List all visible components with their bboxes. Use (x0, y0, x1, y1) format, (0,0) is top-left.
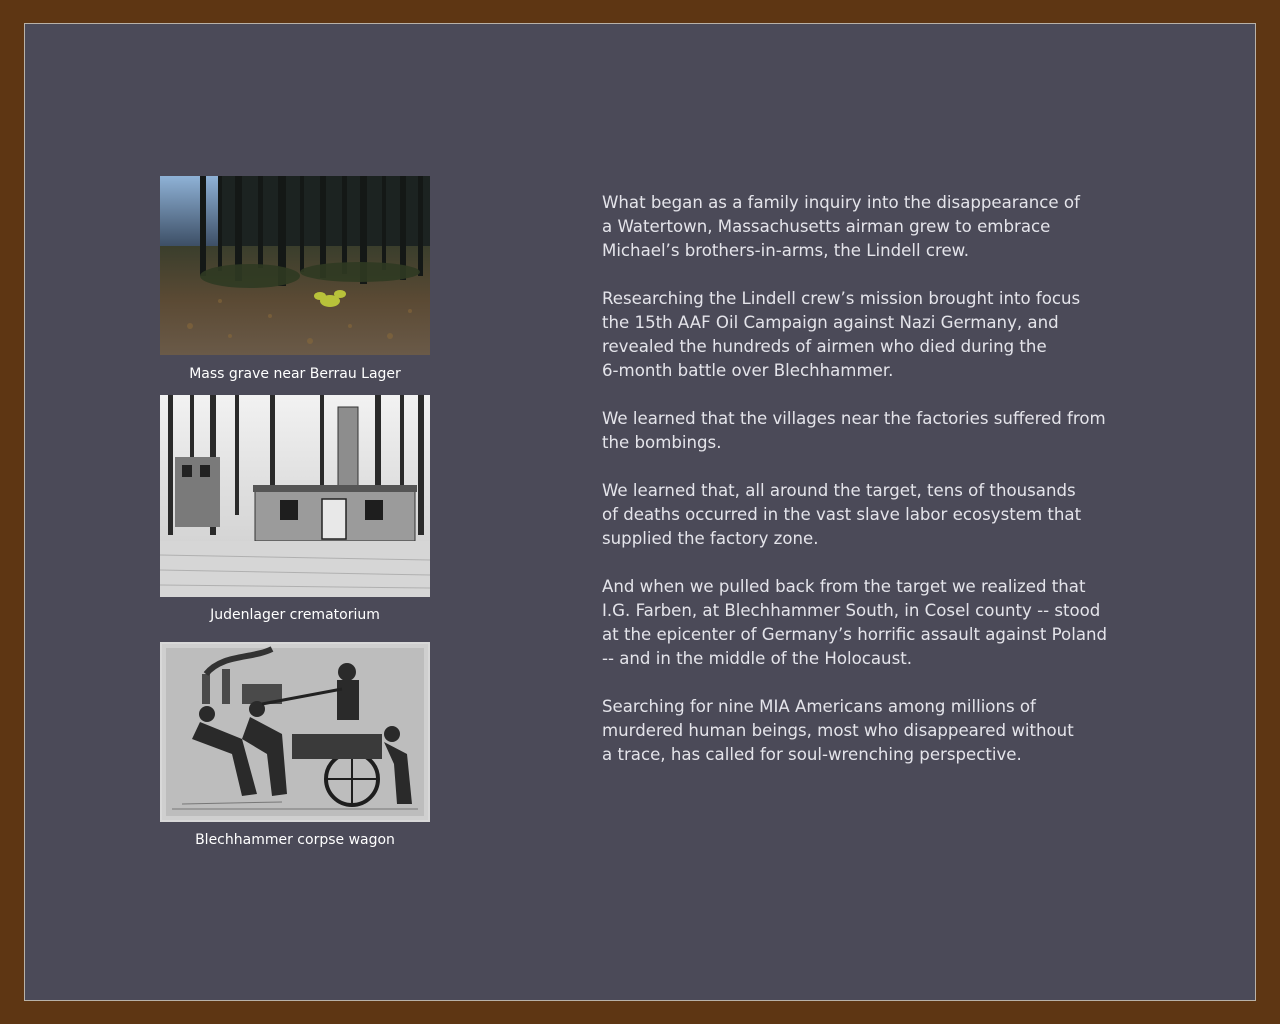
paragraph-ig-farben: And when we pulled back from the target we realized that I.G. Farben, at Blechhammer South, in Cosel county -- stood at the epicenter of Germany’s horrific assault against Poland -- and in the middle of the Holocaust. (602, 577, 1108, 668)
corpse-wagon-caption: Blechhammer corpse wagon (195, 832, 395, 848)
paragraph-mia-search: Searching for nine MIA Americans among millions of murdered human beings, most who disappeared without a trace, has called for soul-wrenching perspective. (602, 697, 1074, 764)
crematorium-photo (160, 395, 430, 597)
wagon-sketch-graphic (162, 644, 428, 820)
paragraph-villages: We learned that the villages near the factories suffered from the bombings. (602, 409, 1106, 452)
paragraph-family-inquiry: What began as a family inquiry into the disappearance of a Watertown, Massachusetts airman grew to embrace Michael’s brothers-in-arms, the Lindell crew. (602, 193, 1080, 260)
content-panel (24, 23, 1256, 1001)
paragraph-oil-campaign: Researching the Lindell crew’s mission brought into focus the 15th AAF Oil Campaign against Nazi Germany, and revealed the hundreds of airmen who died during the 6-month battle over Blechhammer. (602, 289, 1081, 380)
crematorium-caption: Judenlager crematorium (210, 607, 380, 623)
mass-grave-caption: Mass grave near Berrau Lager (189, 366, 401, 382)
corpse-wagon-drawing (160, 642, 430, 822)
forest-scene-graphic (160, 176, 430, 355)
mass-grave-photo (160, 176, 430, 355)
paragraph-slave-labor: We learned that, all around the target, tens of thousands of deaths occurred in the vast slave labor ecosystem that supplied the factory zone. (602, 481, 1082, 548)
crematorium-scene-graphic (160, 395, 430, 597)
